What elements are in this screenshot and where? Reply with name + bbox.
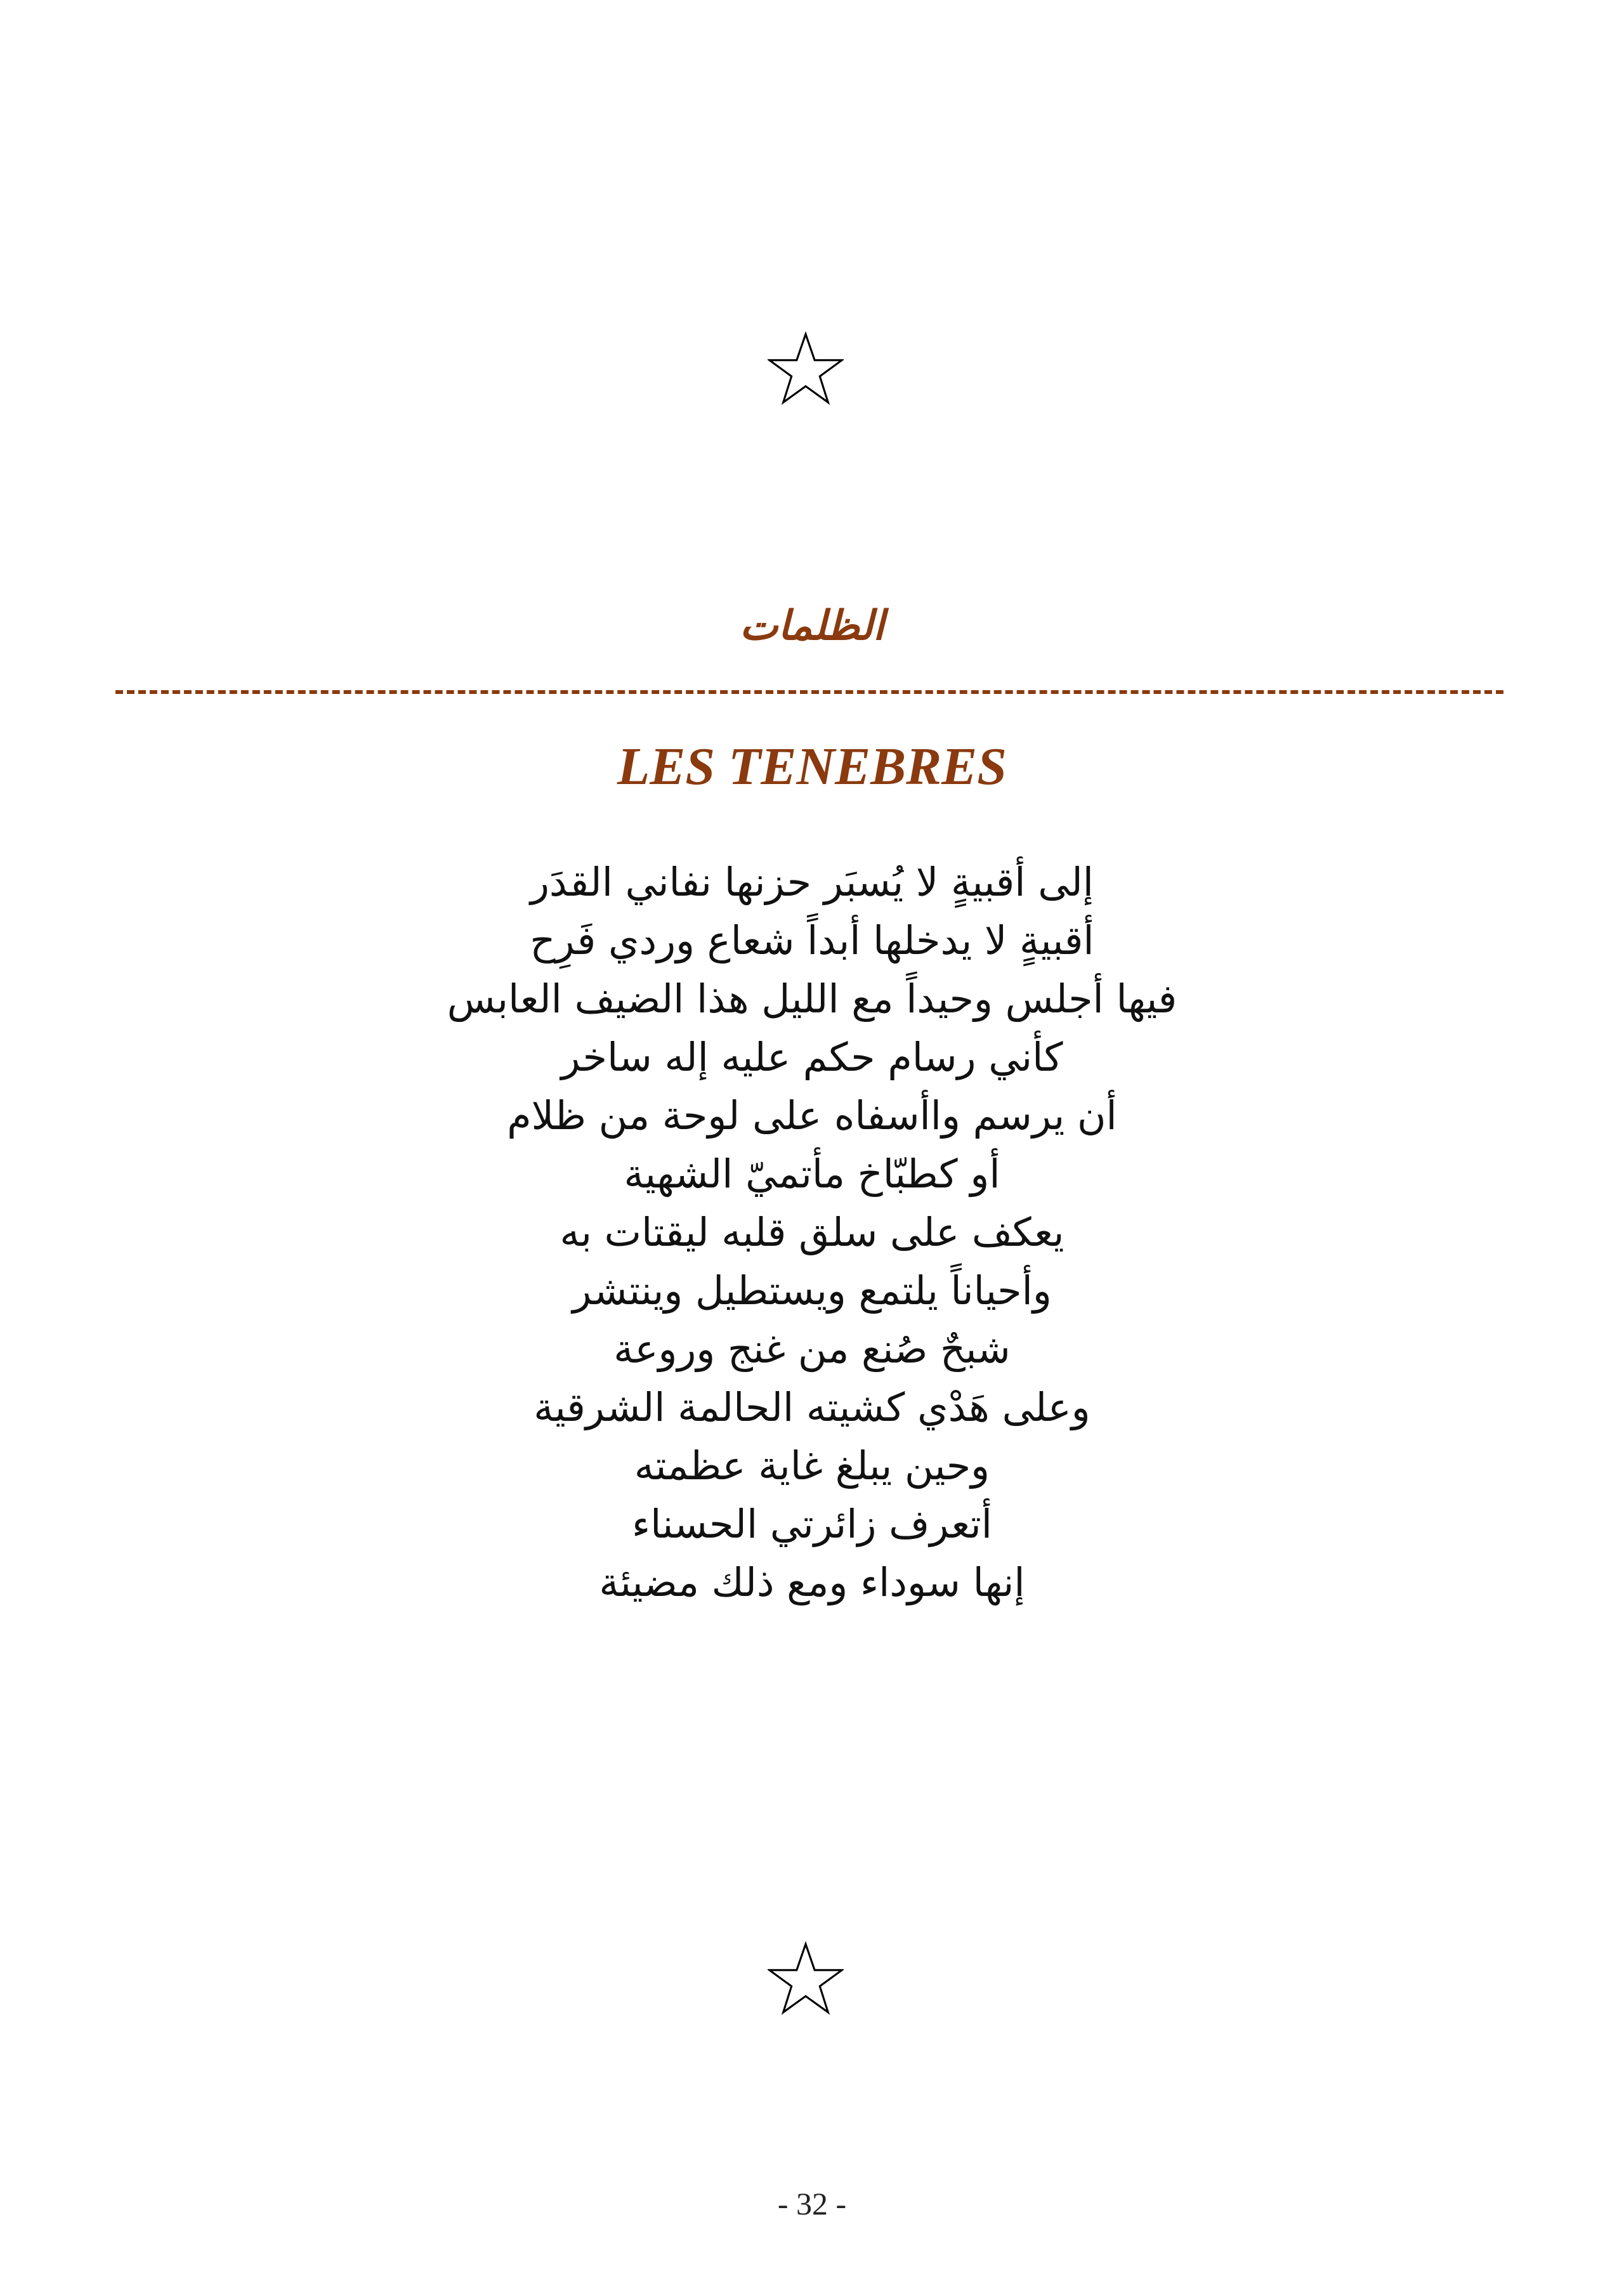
poem-line: وأحياناً يلتمع ويستطيل وينتشر xyxy=(572,1267,1052,1314)
poem-line: كأني رسام حكم عليه إله ساخر xyxy=(561,1034,1063,1080)
poem-line: أتعرف زائرتي الحسناء xyxy=(631,1501,993,1547)
star-icon xyxy=(768,1941,844,2017)
star-icon xyxy=(768,331,844,407)
poem-line: يعكف على سلق قلبه ليقتات به xyxy=(560,1209,1064,1255)
poem-line: شبحٌ صُنع من غنج وروعة xyxy=(613,1326,1011,1372)
poem-line: أو كطبّاخ مأتميّ الشهية xyxy=(624,1151,1000,1197)
page-number: - 32 - xyxy=(777,2186,847,2221)
poem-line: إلى أقبيةٍ لا يُسبَر حزنها نفاني القدَر xyxy=(530,859,1094,905)
arabic-title: الظلمات xyxy=(740,603,884,650)
poem-line: وعلى هَدْي كشيته الحالمة الشرقية xyxy=(534,1384,1090,1430)
poem-text xyxy=(0,853,1624,1612)
french-title: LES TENEBRES xyxy=(617,737,1007,796)
poem-line: أن يرسم واأسفاه على لوحة من ظلام xyxy=(507,1092,1117,1139)
poem-line: وحين يبلغ غاية عظمته xyxy=(634,1442,990,1489)
poem-line: أقبيةٍ لا يدخلها أبداً شعاع وردي فَرِح xyxy=(530,917,1094,964)
poem-line: إنها سوداء ومع ذلك مضيئة xyxy=(599,1559,1025,1605)
poem-line: فيها أجلس وحيداً مع الليل هذا الضيف العابس xyxy=(447,976,1177,1022)
dashed-divider xyxy=(115,690,1503,694)
